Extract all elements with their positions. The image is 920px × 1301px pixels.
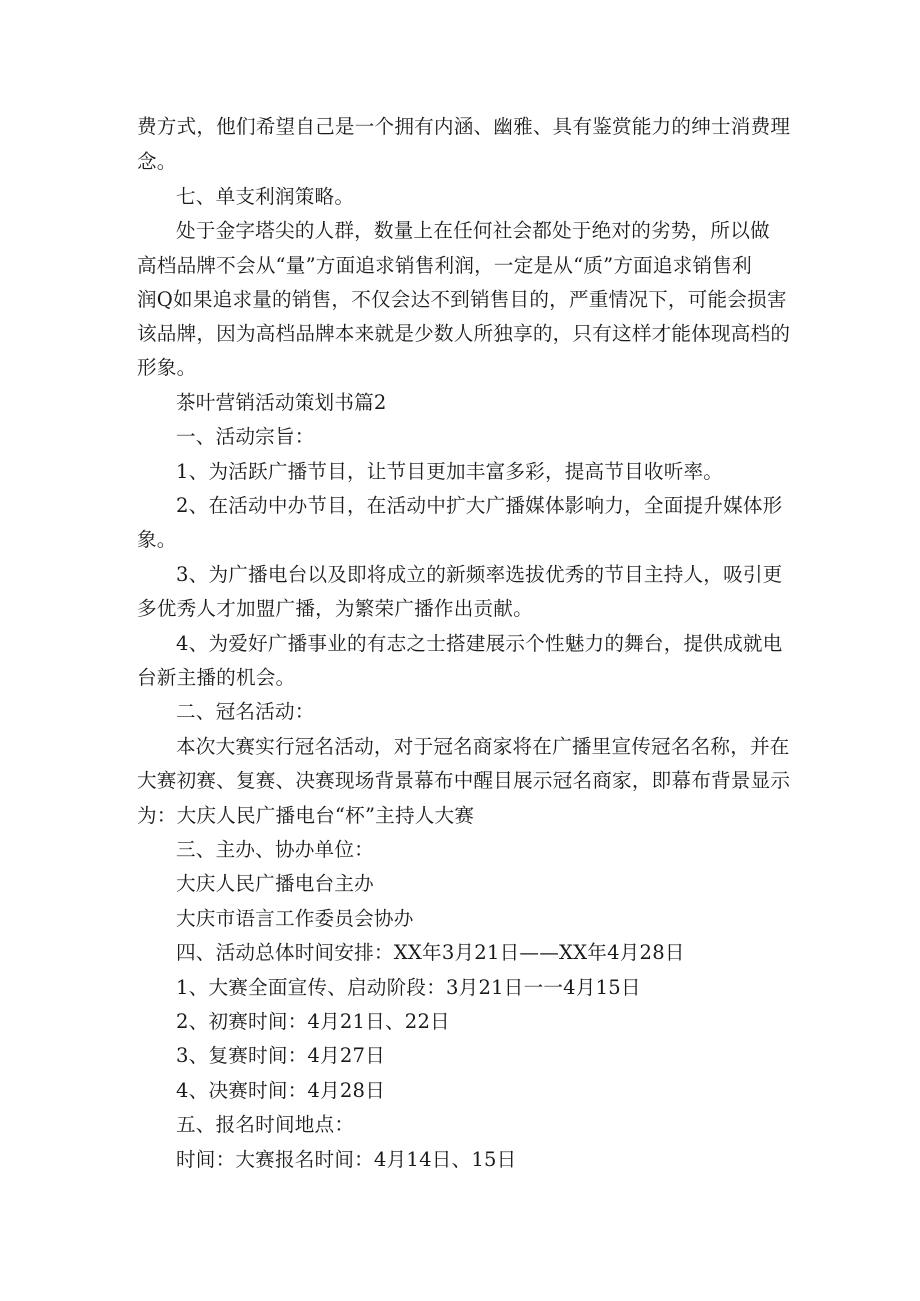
text-line: 大赛初赛、复赛、决赛现场背景幕布中醒目展示冠名商家，即幕布背景显示	[137, 769, 791, 792]
text-line: 大庆人民广播电台主办	[176, 872, 374, 895]
list-item: 1、大赛全面宣传、启动阶段：3月21日一一4月15日	[176, 976, 641, 999]
list-item: 2、初赛时间：4月21日、22日	[176, 1010, 450, 1033]
text-line: 处于金字塔尖的人群，数量上在任何社会都处于绝对的劣势，所以做	[176, 219, 770, 242]
text-line: 润Q如果追求量的销售，不仅会达不到销售目的，严重情况下，可能会损害	[137, 288, 787, 311]
section-heading: 二、冠名活动：	[176, 700, 315, 723]
list-item: 4、决赛时间：4月28日	[176, 1079, 386, 1102]
list-item: 2、在活动中办节目，在活动中扩大广播媒体影响力，全面提升媒体形	[176, 494, 783, 517]
section-heading: 一、活动宗旨：	[176, 425, 315, 448]
text-line: 台新主播的机会。	[137, 666, 296, 689]
text-line: 多优秀人才加盟广播，为繁荣广播作出贡献。	[137, 597, 533, 620]
list-item: 3、为广播电台以及即将成立的新频率选拔优秀的节目主持人，吸引更	[176, 563, 783, 586]
text-line: 为：大庆人民广播电台“杯”主持人大赛	[137, 804, 475, 827]
text-line: 时间：大赛报名时间：4月14日、15日	[176, 1148, 517, 1171]
section-heading: 七、单支利润策略。	[176, 185, 355, 208]
list-item: 4、为爱好广播事业的有志之士搭建展示个性魅力的舞台，提供成就电	[176, 632, 783, 655]
text-line: 大庆市语言工作委员会协办	[176, 907, 414, 930]
document-title: 茶叶营销活动策划书篇2	[176, 391, 387, 414]
section-heading: 四、活动总体时间安排：XX年3月21日——XX年4月28日	[176, 941, 685, 964]
text-line: 形象。	[137, 356, 197, 379]
section-heading: 五、报名时间地点：	[176, 1113, 355, 1136]
text-line: 该品牌，因为高档品牌本来就是少数人所独享的，只有这样才能体现高档的	[137, 322, 791, 345]
text-line: 象。	[137, 528, 177, 551]
text-line: 本次大赛实行冠名活动，对于冠名商家将在广播里宣传冠名名称，并在	[176, 735, 790, 758]
section-heading: 三、主办、协办单位：	[176, 838, 374, 861]
list-item: 3、复赛时间：4月27日	[176, 1044, 386, 1067]
text-line: 念。	[137, 150, 177, 173]
list-item: 1、为活跃广播节目，让节目更加丰富多彩，提高节目收听率。	[176, 460, 724, 483]
text-line: 高档品牌不会从“量”方面追求销售利润，一定是从“质”方面追求销售利	[137, 254, 752, 277]
text-line: 费方式，他们希望自己是一个拥有内涵、幽雅、具有鉴赏能力的绅士消费理	[137, 115, 791, 138]
